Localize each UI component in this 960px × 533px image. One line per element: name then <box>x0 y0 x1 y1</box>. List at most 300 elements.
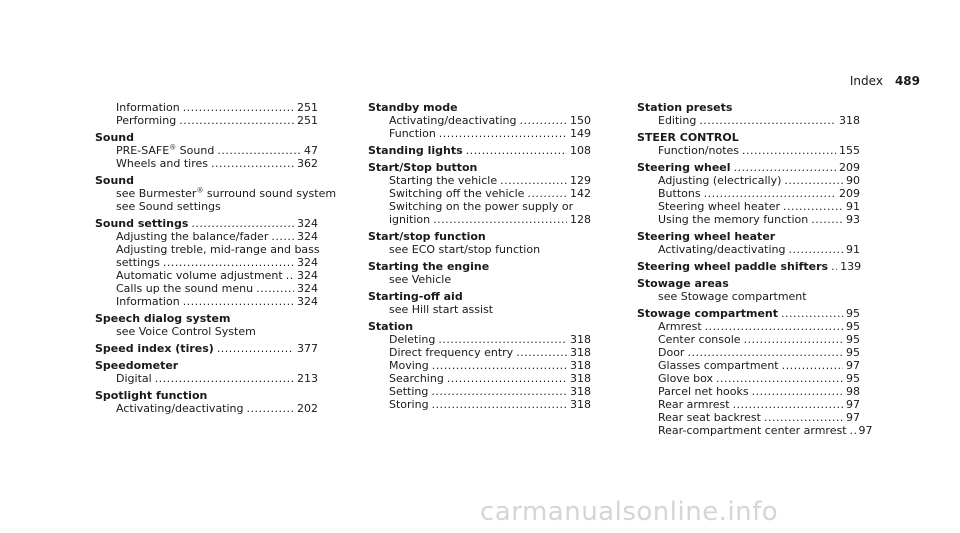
index-subentry <box>368 385 591 398</box>
index-heading <box>95 217 318 230</box>
entry-label <box>95 359 178 372</box>
entry-label-text: Station <box>368 320 414 333</box>
index-heading <box>368 161 591 174</box>
index-subentry <box>637 424 873 437</box>
page-reference[interactable]: 251 <box>297 101 318 114</box>
index-subentry <box>95 295 318 308</box>
entry-label-text: Rear-compartment center armrest <box>658 424 847 437</box>
page-reference[interactable]: 95 <box>846 372 860 385</box>
entry-label <box>95 131 134 144</box>
entry-label-text: Direct frequency entry <box>389 346 514 359</box>
entry-label <box>658 290 807 303</box>
dot-leader <box>782 359 843 372</box>
entry-label <box>658 243 786 256</box>
dot-leader <box>155 372 294 385</box>
index-subentry <box>95 402 318 415</box>
entry-label-text: Editing <box>658 114 697 127</box>
index-subentry <box>637 213 860 226</box>
index-column-1 <box>95 101 337 415</box>
index-heading <box>95 174 318 187</box>
page-reference[interactable]: 97 <box>846 359 860 372</box>
entry-label <box>116 295 180 308</box>
entry-label-text: see Hill start assist <box>389 303 494 316</box>
page-reference[interactable]: 95 <box>846 307 860 320</box>
entry-label-text: Starting the vehicle <box>389 174 498 187</box>
dot-leader <box>433 213 567 226</box>
entry-label-text: Switching on the power supply or <box>389 200 574 213</box>
dot-leader <box>734 161 836 174</box>
dot-leader <box>431 385 567 398</box>
entry-label-text: see Stowage compartment <box>658 290 807 303</box>
entry-label-text: Starting the engine <box>368 260 490 273</box>
index-subentry <box>368 372 591 385</box>
entry-label-text: Start/Stop button <box>368 161 478 174</box>
entry-label-text: Sound settings <box>95 217 189 230</box>
watermark-text: carmanualsonline.info <box>480 497 779 527</box>
page-reference[interactable]: 318 <box>570 385 591 398</box>
entry-label-text: Standing lights <box>368 144 463 157</box>
page-reference[interactable]: 155 <box>839 144 860 157</box>
entry-label <box>637 260 828 273</box>
index-subentry <box>95 144 318 157</box>
entry-label-text: Glove box <box>658 372 713 385</box>
index-subentry <box>637 187 860 200</box>
entry-label <box>389 385 428 398</box>
entry-label <box>95 312 230 325</box>
page-reference[interactable]: 97 <box>846 398 860 411</box>
entry-label <box>658 372 713 385</box>
entry-label <box>637 161 731 174</box>
index-subentry <box>95 114 318 127</box>
index-subentry <box>95 325 318 338</box>
index-subentry <box>368 273 591 286</box>
entry-label <box>116 101 180 114</box>
index-heading <box>95 359 318 372</box>
entry-label <box>658 200 780 213</box>
entry-label-text: Steering wheel paddle shifters <box>637 260 829 273</box>
dot-leader <box>783 200 843 213</box>
index-heading <box>95 131 318 144</box>
page-reference[interactable]: 209 <box>839 161 860 174</box>
index-subentry <box>637 346 860 359</box>
entry-label <box>116 282 253 295</box>
entry-label-text: Activating/deactivating <box>389 114 517 127</box>
dot-leader <box>744 333 843 346</box>
index-subentry <box>637 114 860 127</box>
entry-label <box>116 256 160 269</box>
dot-leader <box>217 342 294 355</box>
index-heading <box>95 389 318 402</box>
dot-leader <box>781 307 843 320</box>
index-heading <box>637 277 860 290</box>
entry-label <box>389 114 517 127</box>
page-reference[interactable]: 324 <box>297 282 318 295</box>
index-subentry <box>637 290 860 303</box>
entry-label <box>658 346 684 359</box>
entry-label <box>368 101 458 114</box>
page-reference[interactable]: 95 <box>846 333 860 346</box>
entry-label-text: Searching <box>389 372 444 385</box>
page-reference[interactable]: 324 <box>297 217 318 230</box>
entry-label <box>389 372 444 385</box>
entry-label-text: Adjusting (electrically) <box>658 174 782 187</box>
entry-label-text: Standby mode <box>368 101 458 114</box>
entry-label-text: Function <box>389 127 436 140</box>
page-reference[interactable]: 142 <box>570 187 591 200</box>
entry-label-text: settings <box>116 256 160 269</box>
page-reference[interactable]: 150 <box>570 114 591 127</box>
index-heading <box>637 161 860 174</box>
page-reference[interactable]: 95 <box>846 320 860 333</box>
page-number: 489 <box>894 74 920 88</box>
entry-label <box>116 187 336 200</box>
entry-label <box>368 230 486 243</box>
entry-label-text: Activating/deactivating <box>658 243 786 256</box>
entry-label <box>658 411 761 424</box>
index-subentry <box>637 333 860 346</box>
entry-label <box>368 144 463 157</box>
entry-label-text: Digital <box>116 372 152 385</box>
page-reference[interactable]: 97 <box>846 411 860 424</box>
index-heading <box>637 260 860 273</box>
index-heading <box>368 290 591 303</box>
page-header <box>850 74 920 88</box>
entry-label-text: Moving <box>389 359 429 372</box>
entry-label-text: Sound <box>95 131 135 144</box>
entry-label-text: Storing <box>389 398 429 411</box>
index-subentry <box>95 372 318 385</box>
entry-label <box>637 277 729 290</box>
dot-leader <box>439 127 567 140</box>
dot-leader <box>247 402 294 415</box>
index-heading <box>637 131 860 144</box>
index-subentry <box>95 200 318 213</box>
entry-label <box>389 273 451 286</box>
index-subentry <box>637 320 860 333</box>
entry-label <box>95 174 134 187</box>
index-subentry <box>368 114 591 127</box>
index-heading <box>368 144 591 157</box>
page-reference[interactable]: 149 <box>570 127 591 140</box>
entry-label <box>658 213 808 226</box>
index-subentry <box>95 243 318 256</box>
entry-label <box>389 187 524 200</box>
page-reference[interactable]: 318 <box>570 372 591 385</box>
dot-leader <box>520 114 567 127</box>
entry-label <box>658 333 741 346</box>
entry-label <box>116 269 283 282</box>
page-reference[interactable]: 318 <box>570 333 591 346</box>
index-column-3 <box>637 101 873 437</box>
entry-label-text: Armrest <box>658 320 702 333</box>
index-heading <box>95 312 318 325</box>
entry-label-text: see Sound settings <box>116 200 221 213</box>
dot-leader <box>704 187 836 200</box>
entry-label <box>637 101 732 114</box>
dot-leader <box>432 359 567 372</box>
index-subentry <box>637 174 860 187</box>
index-heading <box>637 101 860 114</box>
entry-label <box>637 307 778 320</box>
dot-leader <box>271 230 294 243</box>
entry-label <box>637 230 775 243</box>
entry-label-text: Adjusting the balance/fader <box>116 230 269 243</box>
page-reference[interactable]: 91 <box>846 200 860 213</box>
page-reference[interactable]: 324 <box>297 269 318 282</box>
page-reference[interactable]: 202 <box>297 402 318 415</box>
entry-label <box>389 200 573 213</box>
entry-label <box>116 157 208 170</box>
dot-leader <box>716 372 843 385</box>
entry-label <box>658 187 701 200</box>
index-subentry <box>637 200 860 213</box>
page-reference[interactable]: 377 <box>297 342 318 355</box>
entry-label-text: Speedometer <box>95 359 179 372</box>
entry-label-text: Center console <box>658 333 741 346</box>
page-reference[interactable]: 90 <box>846 174 860 187</box>
index-subentry <box>368 213 591 226</box>
dot-leader <box>217 144 301 157</box>
index-subentry <box>637 411 860 424</box>
page-header-title: Index <box>849 74 883 88</box>
entry-label-text: Switching off the vehicle <box>389 187 525 200</box>
entry-label <box>389 213 430 226</box>
entry-label-text: see Vehicle <box>389 273 452 286</box>
index-subentry <box>368 243 591 256</box>
index-heading <box>637 307 860 320</box>
index-subentry <box>368 333 591 346</box>
page-reference[interactable]: 324 <box>297 230 318 243</box>
dot-leader <box>286 269 294 282</box>
page-reference[interactable]: 251 <box>297 114 318 127</box>
dot-leader <box>163 256 294 269</box>
entry-label <box>658 114 696 127</box>
index-subentry <box>637 144 860 157</box>
entry-label-text: Buttons <box>658 187 701 200</box>
entry-label-text: Glasses compartment <box>658 359 779 372</box>
index-subentry <box>637 372 860 385</box>
index-subentry <box>368 346 591 359</box>
dot-leader <box>191 217 294 230</box>
page-reference[interactable]: 318 <box>839 114 860 127</box>
index-subentry <box>637 398 860 411</box>
index-subentry <box>95 269 318 282</box>
entry-label-text-cont: surround sound system <box>203 187 337 200</box>
entry-label-text: Stowage areas <box>637 277 729 290</box>
entry-label <box>389 174 497 187</box>
dot-leader <box>516 346 567 359</box>
entry-label-text: Speed index (tires) <box>95 342 214 355</box>
entry-label <box>95 342 214 355</box>
index-subentry <box>368 359 591 372</box>
entry-label <box>368 290 463 303</box>
index-subentry <box>368 174 591 187</box>
entry-label <box>368 161 477 174</box>
entry-label <box>368 260 489 273</box>
entry-label <box>658 385 749 398</box>
page-reference[interactable]: 93 <box>846 213 860 226</box>
entry-label-text: Setting <box>389 385 429 398</box>
page-reference[interactable]: 47 <box>304 144 318 157</box>
index-subentry <box>368 127 591 140</box>
entry-label-text: Calls up the sound menu <box>116 282 254 295</box>
dot-leader <box>705 320 843 333</box>
index-subentry <box>95 282 318 295</box>
entry-label-text: see ECO start/stop function <box>389 243 541 256</box>
entry-label-text: Performing <box>116 114 177 127</box>
index-subentry <box>368 303 591 316</box>
entry-label <box>658 174 781 187</box>
entry-label <box>658 144 739 157</box>
dot-leader <box>811 213 843 226</box>
entry-label <box>389 346 513 359</box>
page-reference[interactable]: 324 <box>297 295 318 308</box>
dot-leader <box>527 187 567 200</box>
index-heading <box>368 320 591 333</box>
entry-label <box>95 389 207 402</box>
index-heading <box>637 230 860 243</box>
entry-label <box>116 243 320 256</box>
entry-label-text: ignition <box>389 213 431 226</box>
page-reference[interactable]: 362 <box>297 157 318 170</box>
entry-label-text: Function/notes <box>658 144 740 157</box>
entry-label-text: Station presets <box>637 101 733 114</box>
index-subentry <box>368 187 591 200</box>
dot-leader <box>850 424 856 437</box>
dot-leader <box>183 295 294 308</box>
entry-label-text: STEER CONTROL <box>637 131 739 144</box>
entry-label <box>116 325 256 338</box>
dot-leader <box>752 385 843 398</box>
dot-leader <box>764 411 843 424</box>
page-reference[interactable]: 97 <box>858 424 873 437</box>
entry-label-text: Door <box>658 346 685 359</box>
entry-label <box>95 217 188 230</box>
entry-label-text: Steering wheel <box>637 161 731 174</box>
entry-label-text: PRE-SAFE <box>116 144 170 157</box>
index-heading <box>95 342 318 355</box>
dot-leader <box>432 398 567 411</box>
index-subentry <box>95 157 318 170</box>
entry-label <box>116 230 268 243</box>
page-reference[interactable]: 128 <box>570 213 591 226</box>
dot-leader <box>256 282 294 295</box>
entry-label-text: Sound <box>95 174 135 187</box>
entry-label-text: Speech dialog system <box>95 312 231 325</box>
entry-label <box>116 402 244 415</box>
dot-leader <box>699 114 836 127</box>
page-reference[interactable]: 98 <box>846 385 860 398</box>
index-subentry <box>637 243 860 256</box>
index-subentry <box>368 200 591 213</box>
index-subentry <box>95 256 318 269</box>
entry-label <box>116 372 152 385</box>
entry-label <box>368 320 413 333</box>
dot-leader <box>687 346 843 359</box>
index-subentry <box>637 385 860 398</box>
index-column-2 <box>368 101 591 411</box>
page-reference[interactable]: 108 <box>570 144 591 157</box>
page-reference[interactable]: 318 <box>570 359 591 372</box>
dot-leader <box>211 157 294 170</box>
entry-label <box>389 333 435 346</box>
entry-label-text: Activating/deactivating <box>116 402 244 415</box>
index-heading <box>368 260 591 273</box>
entry-label-text: Steering wheel heater <box>637 230 776 243</box>
entry-label-text-cont: Sound <box>176 144 215 157</box>
entry-label-text: Deleting <box>389 333 436 346</box>
entry-label <box>658 424 847 437</box>
dot-leader <box>447 372 567 385</box>
entry-label <box>389 127 436 140</box>
entry-label-text: Rear seat backrest <box>658 411 761 424</box>
entry-label-text: see Voice Control System <box>116 325 256 338</box>
index-subentry <box>95 186 337 200</box>
entry-label <box>637 131 739 144</box>
dot-leader <box>179 114 294 127</box>
entry-label <box>116 114 176 127</box>
entry-label-text: Rear armrest <box>658 398 730 411</box>
registered-mark: ® <box>169 143 177 152</box>
entry-label-text: Wheels and tires <box>116 157 209 170</box>
entry-label-text: Automatic volume adjustment <box>116 269 283 282</box>
entry-label-text: Information <box>116 295 180 308</box>
registered-mark: ® <box>196 186 204 195</box>
index-subentry <box>637 359 860 372</box>
index-subentry <box>95 230 318 243</box>
dot-leader <box>784 174 843 187</box>
entry-label <box>116 144 214 157</box>
dot-leader <box>789 243 843 256</box>
entry-label <box>116 200 221 213</box>
index-subentry <box>368 398 591 411</box>
index-heading <box>368 101 591 114</box>
entry-label-text: see Burmester <box>116 187 197 200</box>
entry-label <box>389 398 429 411</box>
entry-label <box>389 359 429 372</box>
index-subentry <box>95 101 318 114</box>
entry-label-text: Using the memory function <box>658 213 809 226</box>
page-reference[interactable]: 324 <box>297 256 318 269</box>
entry-label <box>658 320 702 333</box>
entry-label <box>389 303 493 316</box>
dot-leader <box>466 144 567 157</box>
dot-leader <box>438 333 567 346</box>
entry-label <box>658 359 779 372</box>
entry-label-text: Starting-off aid <box>368 290 463 303</box>
entry-label-text: Stowage compartment <box>637 307 779 320</box>
page-reference[interactable]: 209 <box>839 187 860 200</box>
entry-label-text: Spotlight function <box>95 389 208 402</box>
dot-leader <box>831 260 837 273</box>
page-reference[interactable]: 129 <box>570 174 591 187</box>
page-reference[interactable]: 139 <box>840 260 862 273</box>
page-reference[interactable]: 213 <box>297 372 318 385</box>
page-reference[interactable]: 95 <box>846 346 860 359</box>
dot-leader <box>500 174 567 187</box>
page-reference[interactable]: 318 <box>570 346 591 359</box>
page-reference[interactable]: 318 <box>570 398 591 411</box>
index-heading <box>368 230 591 243</box>
entry-label <box>389 243 540 256</box>
entry-label-text: Information <box>116 101 180 114</box>
entry-label-text: Parcel net hooks <box>658 385 749 398</box>
entry-label <box>658 398 730 411</box>
dot-leader <box>183 101 294 114</box>
entry-label-text: Start/stop function <box>368 230 486 243</box>
entry-label-text: Adjusting treble, mid-range and bass <box>116 243 320 256</box>
page-reference[interactable]: 91 <box>846 243 860 256</box>
